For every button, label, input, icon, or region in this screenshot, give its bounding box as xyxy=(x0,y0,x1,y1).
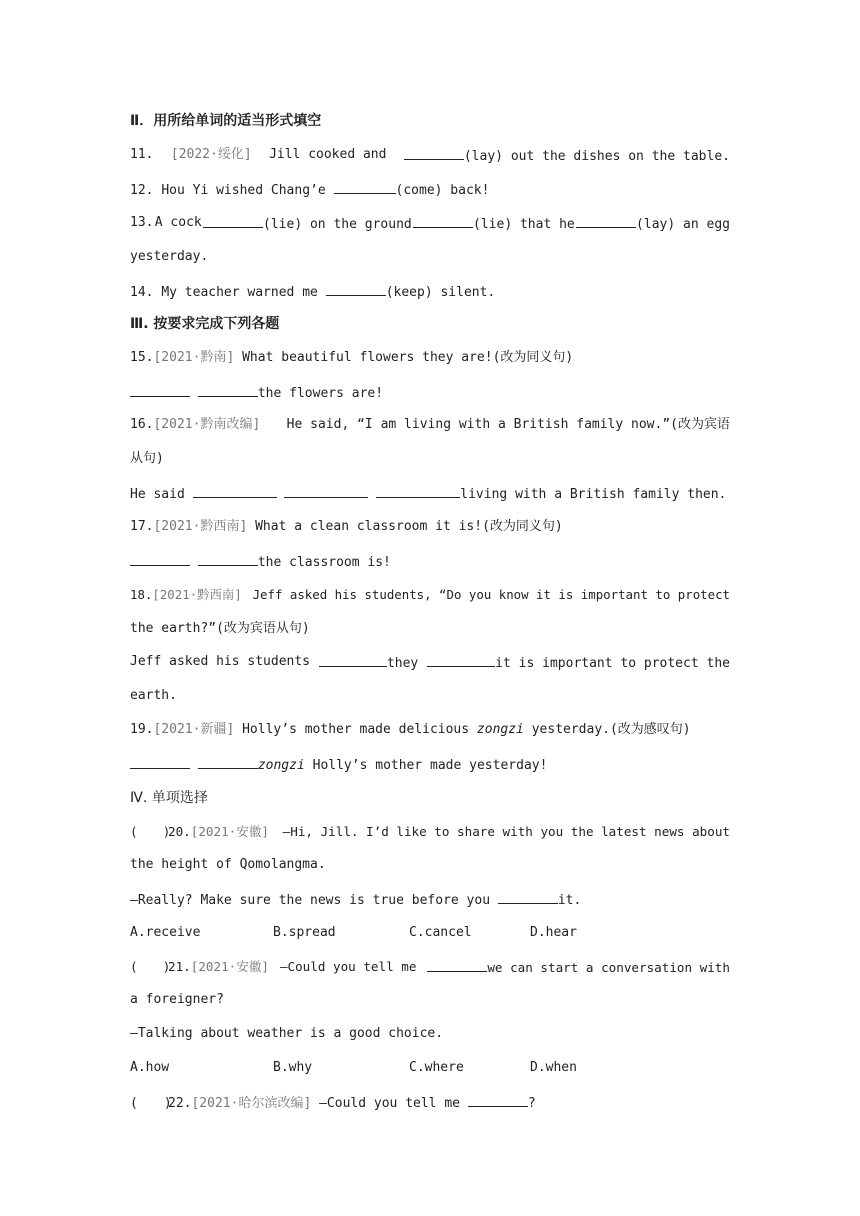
q21-source: [2021·安徽] xyxy=(190,959,270,974)
q13-text-a: A cock xyxy=(154,215,202,230)
question-22 xyxy=(130,1092,730,1114)
q20-answer-paren[interactable]: ( ) xyxy=(130,824,171,839)
section-4-title: Ⅳ. 单项选择 xyxy=(130,790,208,806)
q21-option-d[interactable]: D.when xyxy=(530,1060,577,1075)
q16-blank-1[interactable] xyxy=(193,483,277,498)
q11-source: [2022·绥化] xyxy=(170,147,252,162)
q18-text: Jeff asked his students, “Do you know it is important to protect xyxy=(252,587,730,602)
q20-blank[interactable] xyxy=(498,889,558,904)
q13-text-b: (lie) on the ground xyxy=(263,217,412,232)
q13-blank-1[interactable] xyxy=(203,213,263,228)
q15-text: What beautiful flowers they are!(改为同义句) xyxy=(242,350,574,365)
q20-line-3 xyxy=(130,889,730,911)
q16-num: 16. xyxy=(130,417,154,432)
q18-text-a: Jeff asked his students xyxy=(130,654,311,669)
q20-option-d[interactable]: D.hear xyxy=(530,925,577,940)
q11-text-b: (lay) out the dishes on the table. xyxy=(463,149,730,164)
q19-num: 19. xyxy=(130,722,154,737)
q13-text-d: (lay) an egg xyxy=(636,217,730,232)
question-11 xyxy=(130,145,730,167)
q21-answer-paren[interactable]: ( ) xyxy=(130,959,171,974)
question-12 xyxy=(130,179,730,201)
q19-answer-italic: zongzi xyxy=(257,758,305,773)
q20-text-3b: it. xyxy=(557,893,582,908)
q15-num: 15. xyxy=(130,350,154,365)
q20-text-3a: —Really? Make sure the news is true before you xyxy=(130,893,491,908)
question-19 xyxy=(130,720,730,740)
q15-blank-2[interactable] xyxy=(198,382,258,397)
q14-text-a: My teacher warned me xyxy=(161,285,318,300)
q19-answer-text: Holly’s mother made yesterday! xyxy=(312,758,548,773)
q20-num: 20. xyxy=(168,824,191,839)
q16-blank-2[interactable] xyxy=(284,483,368,498)
q20-line-2: the height of Qomolangma. xyxy=(130,857,326,872)
q18-blank-2[interactable] xyxy=(427,652,495,667)
q18-text-b: they xyxy=(386,656,419,671)
q13-line-2: yesterday. xyxy=(130,249,209,264)
question-13 xyxy=(130,213,730,235)
q12-text-a: Hou Yi wished Chang’e xyxy=(161,183,326,198)
question-18 xyxy=(130,585,730,605)
q22-blank[interactable] xyxy=(468,1092,528,1107)
q20-option-a[interactable]: A.receive xyxy=(130,925,201,940)
q17-answer-line xyxy=(130,551,730,573)
q21-blank[interactable] xyxy=(427,957,487,972)
question-21 xyxy=(130,957,730,978)
q16-text: He said, “I am living with a British family now.”(改为宾语 xyxy=(286,417,730,432)
q21-line-2: a foreigner? xyxy=(130,992,224,1007)
q19-source: [2021·新疆] xyxy=(153,722,235,737)
q21-option-c[interactable]: C.where xyxy=(409,1060,464,1075)
q11-text-a: Jill cooked and xyxy=(269,147,387,162)
q18-blank-1[interactable] xyxy=(319,652,387,667)
q19-text-a: Holly’s mother made delicious xyxy=(242,722,470,737)
q16-text-b: living with a British family then. xyxy=(460,487,727,502)
q14-text-b: (keep) silent. xyxy=(385,285,496,300)
q19-answer-line xyxy=(130,754,730,776)
q13-text-c: (lie) that he xyxy=(473,217,575,232)
q19-blank-2[interactable] xyxy=(198,754,258,769)
q11-blank[interactable] xyxy=(404,145,464,160)
q12-blank[interactable] xyxy=(334,179,396,194)
question-15 xyxy=(130,348,730,368)
q19-text-b: yesterday.(改为感叹句) xyxy=(531,722,691,737)
question-17 xyxy=(130,517,730,537)
question-20 xyxy=(130,822,730,842)
q21-num: 21. xyxy=(168,959,191,974)
q12-text-b: (come) back! xyxy=(395,183,490,198)
q21-text-a: —Could you tell me xyxy=(279,959,417,974)
question-14 xyxy=(130,281,730,303)
q21-options xyxy=(130,1058,730,1078)
section-2-title: Ⅱ．用所给单词的适当形式填空 xyxy=(130,113,322,129)
q14-blank[interactable] xyxy=(326,281,386,296)
q21-line-3: —Talking about weather is a good choice. xyxy=(130,1026,444,1041)
q20-options xyxy=(130,923,730,943)
q22-text-b: ? xyxy=(527,1096,536,1111)
q18-source: [2021·黔西南] xyxy=(152,587,242,602)
q20-source: [2021·安徽] xyxy=(190,824,270,839)
q18-line-2: the earth?”(改为宾语从句) xyxy=(130,621,310,636)
q15-answer-line xyxy=(130,382,730,404)
q21-option-a[interactable]: A.how xyxy=(130,1060,170,1075)
q18-line-4: earth. xyxy=(130,688,177,703)
q20-option-c[interactable]: C.cancel xyxy=(409,925,472,940)
q16-line-2: 从句) xyxy=(130,451,164,466)
q12-num: 12. xyxy=(130,183,154,198)
q13-blank-2[interactable] xyxy=(413,213,473,228)
question-16 xyxy=(130,415,730,435)
q17-blank-2[interactable] xyxy=(198,551,258,566)
q18-num: 18. xyxy=(130,587,153,602)
q22-source: [2021·哈尔滨改编] xyxy=(191,1096,312,1111)
q22-text-a: —Could you tell me xyxy=(319,1096,460,1111)
q19-blank-1[interactable] xyxy=(130,754,190,769)
q18-text-c: it is important to protect the xyxy=(495,656,730,671)
q15-blank-1[interactable] xyxy=(130,382,190,397)
q20-option-b[interactable]: B.spread xyxy=(273,925,336,940)
q15-answer-text: the flowers are! xyxy=(257,386,384,401)
q21-option-b[interactable]: B.why xyxy=(273,1060,313,1075)
section-3-title: Ⅲ. 按要求完成下列各题 xyxy=(130,316,280,332)
q21-text-b: we can start a conversation with xyxy=(487,960,730,975)
q17-source: [2021·黔西南] xyxy=(153,519,248,534)
q20-text: —Hi, Jill. I’d like to share with you the latest news about xyxy=(282,824,730,839)
q17-text: What a clean classroom it is!(改为同义句) xyxy=(255,519,563,534)
q13-num: 13. xyxy=(130,215,154,230)
q13-blank-3[interactable] xyxy=(576,213,636,228)
q19-text-italic: zongzi xyxy=(476,722,524,737)
q15-source: [2021·黔南] xyxy=(153,350,235,365)
q22-num: 22. xyxy=(168,1096,192,1111)
q17-answer-text: the classroom is! xyxy=(257,555,391,570)
q17-blank-1[interactable] xyxy=(130,551,190,566)
q11-num: 11. xyxy=(130,147,154,162)
q16-blank-3[interactable] xyxy=(376,483,460,498)
q17-num: 17. xyxy=(130,519,154,534)
q22-answer-paren[interactable]: ( ) xyxy=(130,1096,172,1111)
q16-source: [2021·黔南改编] xyxy=(153,417,261,432)
q14-num: 14. xyxy=(130,285,154,300)
q18-answer-line xyxy=(130,652,730,674)
q16-text-a: He said xyxy=(130,487,185,502)
q16-answer-line xyxy=(130,483,730,505)
